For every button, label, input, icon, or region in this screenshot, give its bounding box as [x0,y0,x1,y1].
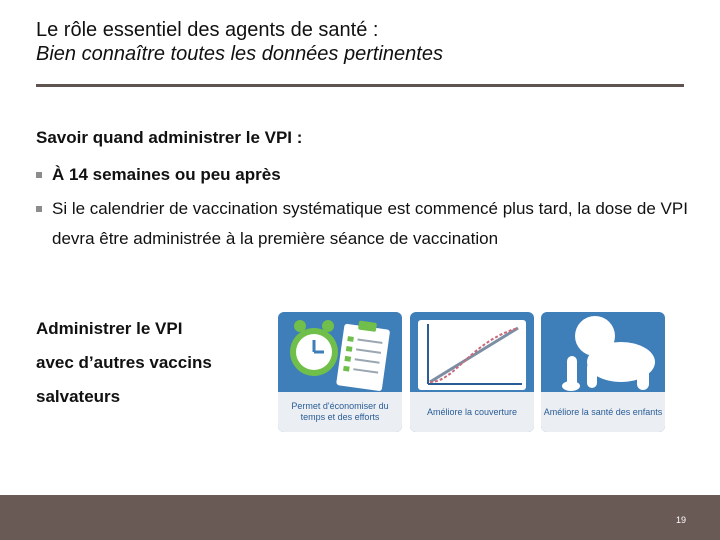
benefit-tile-coverage [410,312,534,432]
slide-title-block [36,18,696,66]
administer-line: Administrer le VPI [36,319,183,338]
coverage-graph-icon [410,312,534,392]
section-heading: Savoir quand administrer le VPI : [36,128,303,147]
tile-caption: Permet d'économiser du temps et des efforts [278,392,402,432]
bullet-item [36,194,696,254]
tile-caption: Améliore la santé des enfants [541,392,665,432]
benefit-tile-health [541,312,665,432]
bullet-list [36,160,696,258]
administer-line: avec d’autres vaccins [36,353,212,372]
bullet-text: Si le calendrier de vaccination systématique est commencé plus tard, la dose de VPI devra être administrée à la première séance de vaccination [52,199,688,248]
page-number: 19 [675,515,686,525]
benefit-tile-time [278,312,402,432]
bullet-square-icon [36,206,42,212]
title-divider [36,84,684,87]
clock-clipboard-icon [278,312,402,392]
slide-subtitle: Bien connaître toutes les données pertinentes [36,43,443,65]
footer-bar [0,495,720,540]
baby-icon [541,312,665,392]
bullet-text: À 14 semaines ou peu après [52,165,281,184]
bullet-square-icon [36,172,42,178]
bullet-item [36,160,696,190]
administer-text [36,312,266,414]
slide-title: Le rôle essentiel des agents de santé : [36,19,379,41]
administer-line: salvateurs [36,387,121,406]
tile-caption: Améliore la couverture [410,392,534,432]
